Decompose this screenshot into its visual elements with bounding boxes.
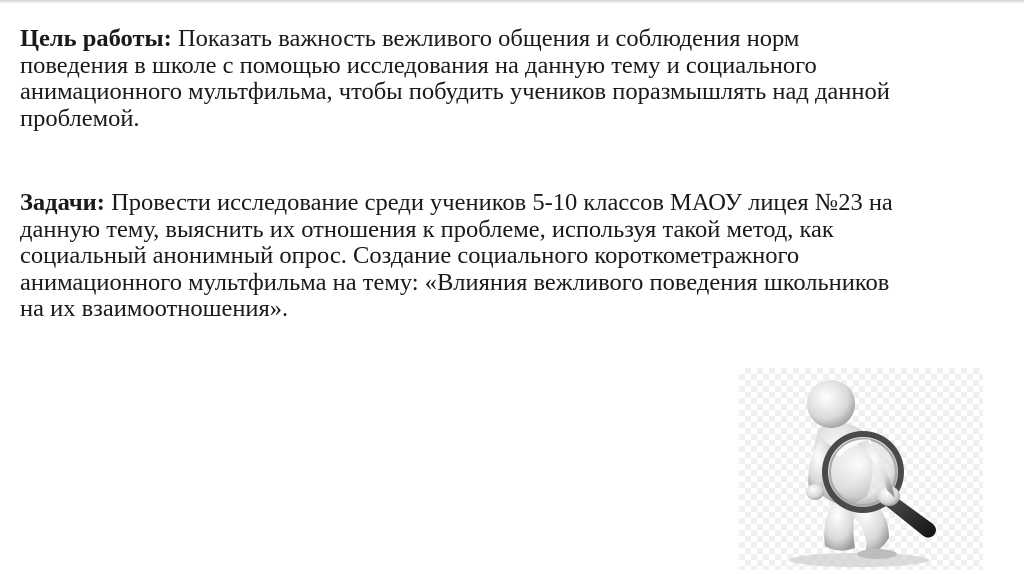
magnifier-figure-icon — [739, 368, 983, 570]
top-divider — [0, 0, 1024, 4]
goal-paragraph — [20, 26, 900, 132]
goal-text: Показать важность вежливого общения и соблюдения норм поведения в школе с помощью исследования на данную тему и социального анимационного мультфильма, чтобы побудить учеников поразмышлять над данной проблемой. — [20, 25, 890, 132]
goal-label: Цель работы: — [20, 25, 172, 52]
tasks-label: Задачи: — [20, 189, 105, 216]
tasks-text: Провести исследование среди учеников 5-10 классов МАОУ лицея №23 на данную тему, выяснить их отношения к проблеме, используя такой метод, как социальный анонимный опрос. Создание социального короткометражного анимационного мультфильма на тему: «Влияния вежливого поведения школьников на их взаимоотношения». — [20, 189, 893, 322]
tasks-paragraph — [20, 190, 900, 323]
